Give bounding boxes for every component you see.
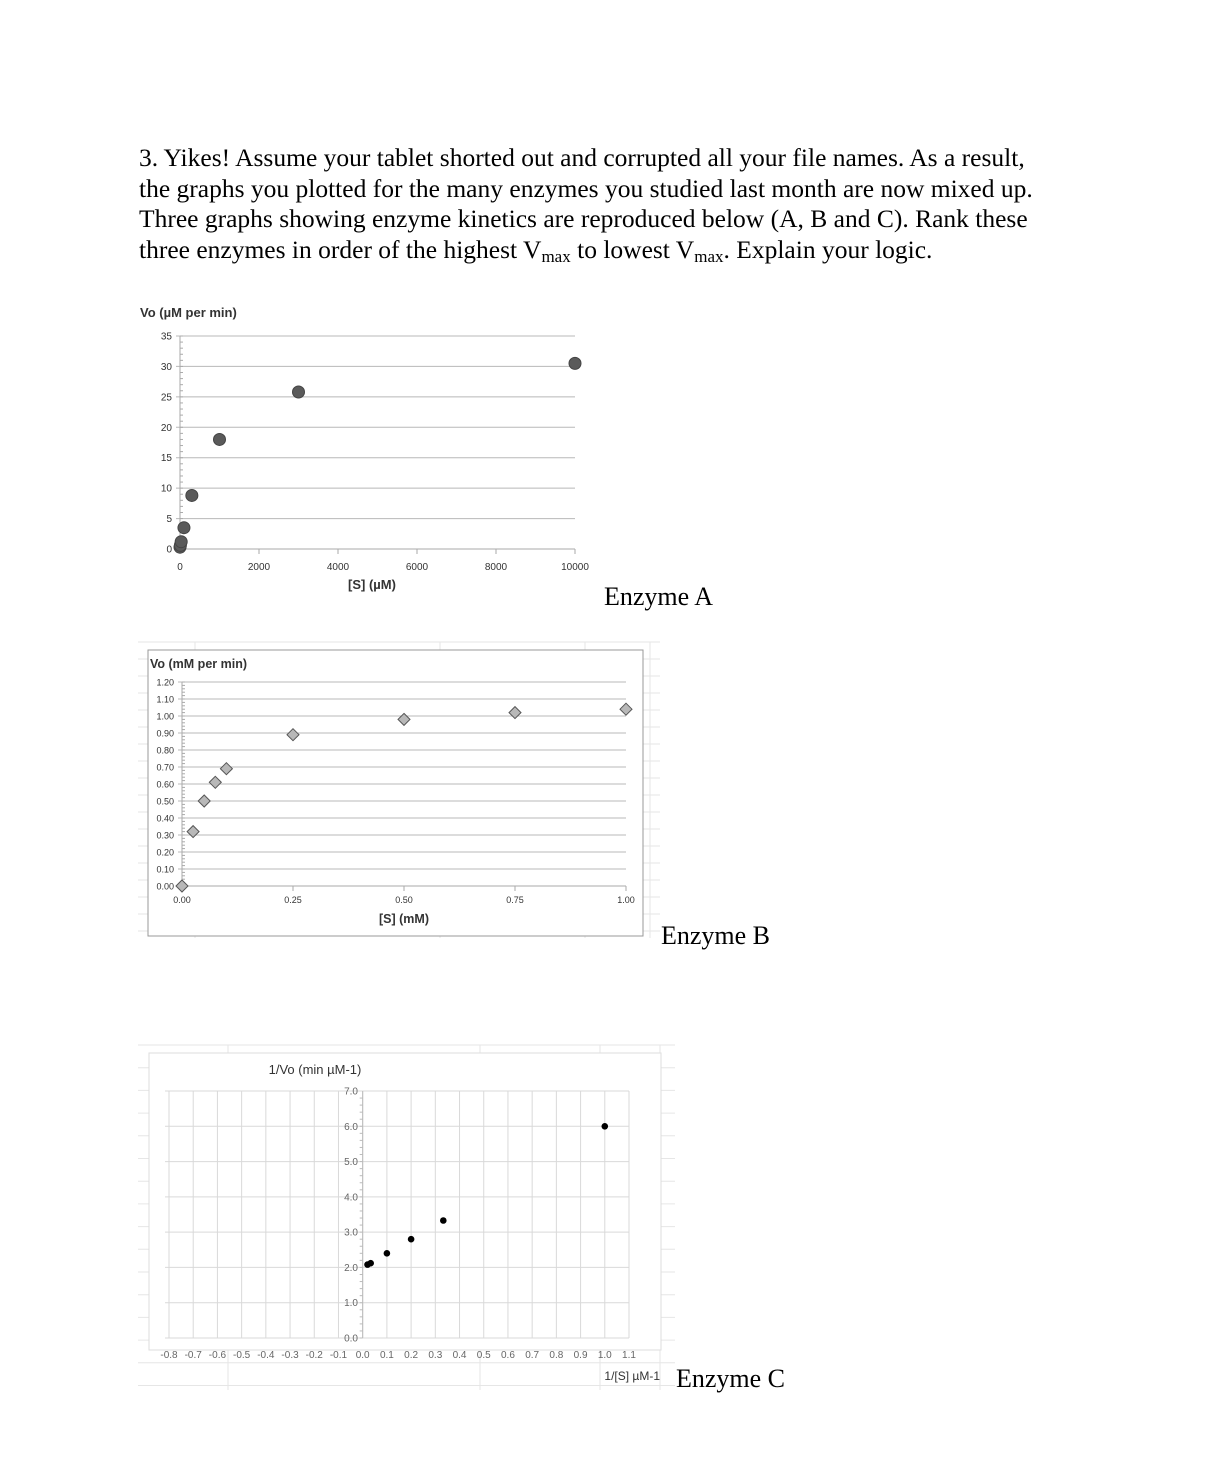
- x-axis-title: [S] (µM): [348, 577, 396, 592]
- x-tick-label: 6000: [405, 562, 429, 573]
- y-axis-title: 1/Vo (min µM-1): [268, 1062, 362, 1077]
- y-tick-label: 1.20: [156, 677, 174, 688]
- x-tick-label: 0.8: [549, 1350, 564, 1361]
- x-tick-label: 0.7: [525, 1350, 540, 1361]
- y-tick-label: 35: [160, 331, 172, 343]
- x-tick-label: -0.4: [257, 1350, 275, 1361]
- x-tick-label: 10000: [561, 562, 589, 573]
- y-tick-label: 0: [166, 544, 172, 556]
- data-point: [293, 386, 305, 398]
- y-tick-label: 15: [160, 453, 172, 465]
- y-tick-label: 0.30: [156, 830, 174, 841]
- y-tick-label: 0.40: [156, 813, 174, 824]
- x-tick-label: 0.50: [395, 895, 413, 905]
- y-tick-label: 2.0: [344, 1262, 358, 1274]
- y-tick-label: 25: [160, 392, 172, 404]
- y-tick-label: 0.70: [156, 762, 174, 773]
- x-tick-label: 0.5: [476, 1350, 491, 1361]
- y-tick-label: 0.90: [156, 728, 174, 739]
- x-tick-label: 1.0: [597, 1350, 612, 1361]
- y-tick-label: 0.20: [156, 847, 174, 858]
- x-tick-label: 2000: [247, 562, 271, 573]
- x-tick-label: 0.0: [355, 1350, 370, 1361]
- data-point: [440, 1217, 447, 1224]
- x-tick-label: 1.00: [617, 895, 635, 905]
- y-tick-label: 3.0: [344, 1227, 358, 1239]
- enzyme-a-label: Enzyme A: [604, 582, 714, 611]
- x-tick-label: 0.4: [452, 1350, 467, 1361]
- x-axis-title: [S] (mM): [379, 912, 429, 926]
- data-point: [178, 522, 190, 534]
- chart-c: [149, 1053, 661, 1383]
- y-tick-label: 1.10: [156, 694, 174, 705]
- y-tick-label: 0.50: [156, 796, 174, 807]
- x-tick-label: 0: [177, 562, 183, 573]
- y-tick-label: 0.0: [344, 1333, 358, 1345]
- y-tick-label: 20: [160, 422, 172, 434]
- chart-a: [140, 305, 589, 592]
- data-point: [569, 357, 581, 369]
- y-tick-label: 0.60: [156, 779, 174, 790]
- data-point: [384, 1250, 391, 1257]
- data-point: [408, 1236, 415, 1243]
- x-tick-label: -0.7: [184, 1350, 202, 1361]
- y-tick-label: 0.00: [156, 881, 174, 892]
- x-tick-label: -0.5: [233, 1350, 251, 1361]
- data-point: [601, 1123, 608, 1130]
- x-axis-title: 1/[S] µM-1: [604, 1369, 660, 1383]
- y-tick-label: 1.00: [156, 711, 174, 722]
- text: to lowest V: [570, 234, 695, 264]
- y-tick-label: 30: [160, 361, 172, 373]
- x-tick-label: 8000: [484, 562, 508, 573]
- y-tick-label: 4.0: [344, 1192, 358, 1204]
- subscript: max: [541, 246, 571, 266]
- data-point: [175, 536, 187, 548]
- x-tick-label: -0.8: [160, 1350, 178, 1361]
- data-point: [367, 1260, 374, 1267]
- y-axis-title: Vo (mM per min): [150, 657, 247, 671]
- subscript: max: [694, 246, 724, 266]
- chart-frame: [149, 1053, 661, 1350]
- data-point: [186, 489, 198, 501]
- chart-b: [148, 650, 643, 936]
- x-tick-label: -0.3: [281, 1350, 299, 1361]
- question-line: 3. Yikes! Assume your tablet shorted out and corrupted all your file names. As a result,: [139, 143, 1025, 172]
- x-tick-label: -0.6: [208, 1350, 227, 1361]
- y-tick-label: 1.0: [344, 1298, 358, 1310]
- enzyme-b-label: Enzyme B: [661, 921, 771, 950]
- x-tick-label: 1.1: [622, 1350, 636, 1361]
- chart-frame: [148, 650, 643, 936]
- x-tick-label: 0.2: [404, 1350, 419, 1361]
- x-tick-label: 0.3: [428, 1350, 443, 1361]
- text: three enzymes in order of the highest V: [139, 234, 542, 264]
- y-tick-label: 10: [160, 483, 172, 495]
- y-axis-title: Vo (µM per min): [140, 305, 237, 320]
- question-line: Three graphs showing enzyme kinetics are reproduced below (A, B and C). Rank these: [139, 204, 1028, 233]
- y-tick-label: 0.80: [156, 745, 174, 756]
- x-tick-label: -0.1: [329, 1350, 348, 1361]
- x-tick-label: 0.00: [173, 895, 191, 905]
- data-point: [214, 433, 226, 445]
- x-tick-label: -0.2: [305, 1350, 323, 1361]
- x-tick-label: 0.25: [284, 895, 302, 905]
- y-tick-label: 6.0: [344, 1121, 358, 1133]
- x-tick-label: 0.6: [500, 1350, 515, 1361]
- x-tick-label: 4000: [326, 562, 350, 573]
- y-tick-label: 5.0: [344, 1157, 358, 1169]
- x-tick-label: 0.9: [573, 1350, 588, 1361]
- y-tick-label: 0.10: [156, 864, 174, 875]
- text: . Explain your logic.: [723, 234, 933, 264]
- y-tick-label: 7.0: [344, 1086, 358, 1098]
- x-tick-label: 0.75: [506, 895, 524, 905]
- question-line: the graphs you plotted for the many enzymes you studied last month are now mixed up.: [139, 173, 1033, 203]
- x-tick-label: 0.1: [379, 1350, 394, 1361]
- y-tick-label: 5: [166, 514, 172, 526]
- enzyme-c-label: Enzyme C: [676, 1364, 786, 1393]
